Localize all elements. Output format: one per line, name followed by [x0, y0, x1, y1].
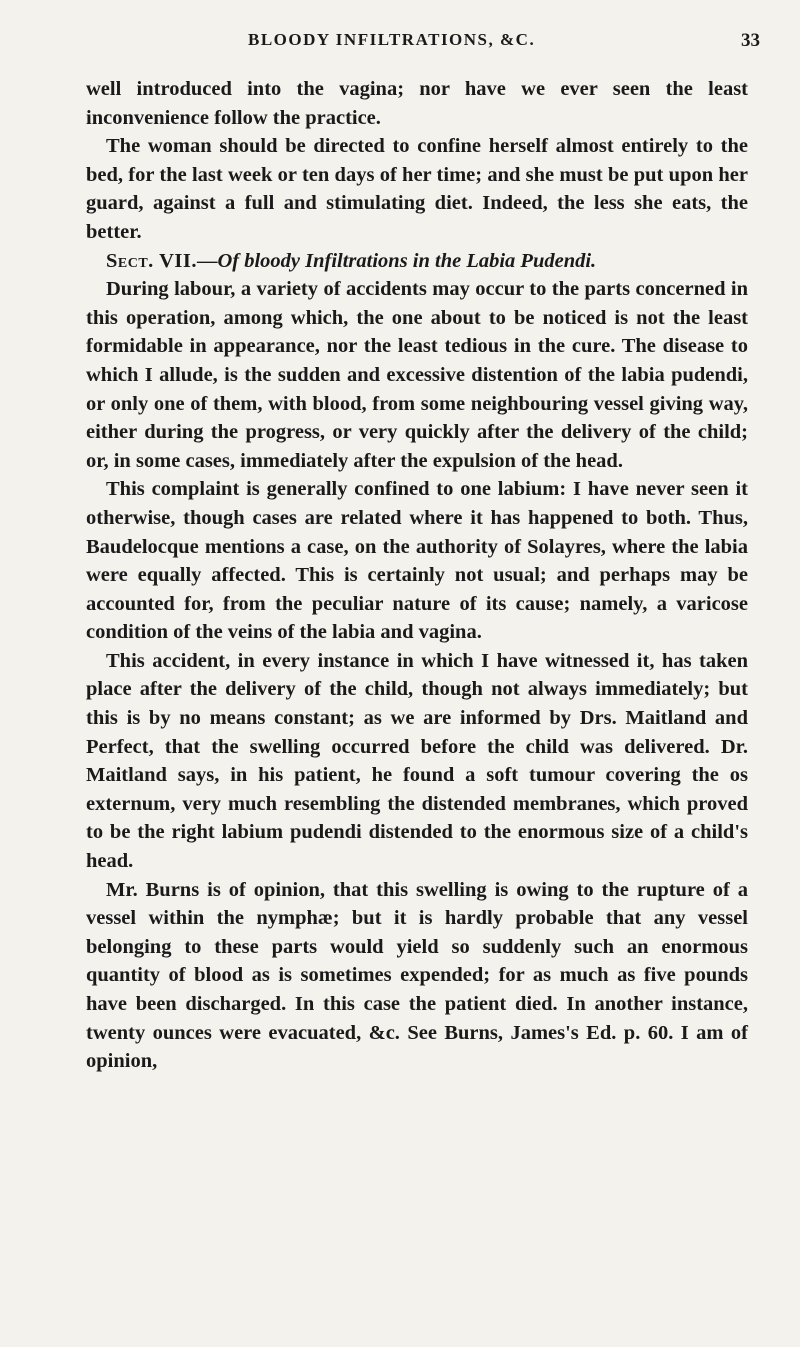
section-label: Sect. VII.	[106, 249, 197, 272]
section-dash: —	[196, 249, 218, 272]
paragraph: well introduced into the vagina; nor have we ever seen the least inconvenience follow the practice.	[86, 78, 748, 129]
paragraph: Mr. Burns is of opinion, that this swelling is owing to the rupture of a vessel within the nymphæ; but it is hardly probable that any vessel belonging to these parts would yield so suddenly such an enormous quantity of blood as is sometimes expended; for as much as five pounds have been discharged. In this case the patient died. In another instance, twenty ounces were evacuated, &c. See Burns, James's Ed. p. 60. I am of opinion,	[86, 878, 748, 1073]
paragraph: This complaint is generally confined to one labium: I have never seen it otherwise, though cases are related where it has happened to both. Thus, Baudelocque mentions a case, on the authority of Solayres, where the labia were equally affected. This is certainly not usual; and perhaps may be accounted for, from the peculiar nature of its cause; namely, a varicose condition of the veins of the labia and vagina.	[86, 478, 748, 644]
page-number: 33	[741, 30, 760, 51]
section-title: Of bloody Infiltrations in the Labia Pudendi.	[217, 249, 597, 272]
running-head-title: BLOODY INFILTRATIONS, &C.	[248, 30, 536, 49]
paragraph: During labour, a variety of accidents may occur to the parts concerned in this operation, among which, the one about to be noticed is not the least formidable in appearance, nor the least tedious in the cure. The disease to which I allude, is the sudden and excessive distention of the labia pudendi, or only one of them, with blood, from some neighbouring vessel giving way, either during the progress, or very quickly after the delivery of the child; or, in some cases, immediately after the expulsion of the head.	[86, 278, 748, 472]
section-heading	[86, 247, 748, 276]
paragraph: The woman should be directed to confine herself almost entirely to the bed, for the last week or ten days of her time; and she must be put upon her guard, against a full and stimulating diet. Indeed, the less she eats, the better.	[86, 135, 748, 243]
body-text	[86, 75, 748, 1076]
paragraph: This accident, in every instance in which I have witnessed it, has taken place after the delivery of the child, though not always immediately; but this is by no means constant; as we are informed by Drs. Maitland and Perfect, that the swelling occurred before the child was delivered. Dr. Maitland says, in his patient, he found a soft tumour covering the os externum, very much resembling the distended membranes, which proved to be the right labium pudendi distended to the enormous size of a child's head.	[86, 649, 748, 873]
